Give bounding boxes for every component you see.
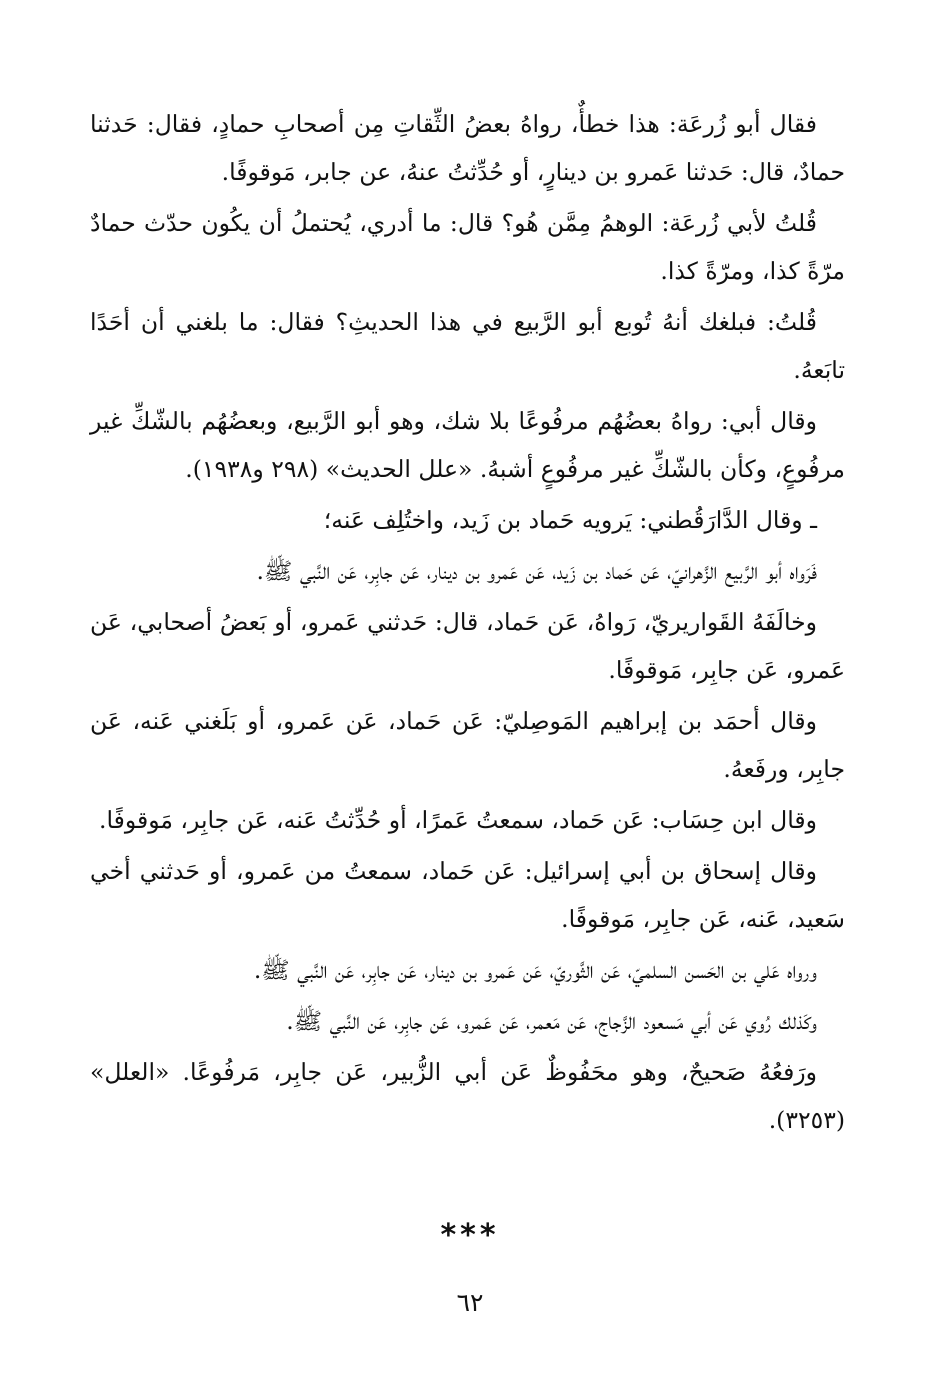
section-separator: *** [440,1218,500,1253]
paragraph: وقال ابن حِسَاب: عَن حَماد، سمعتُ عَمرًا، أو حُدِّثتُ عَنه، عَن جابِر، مَوقوفًا. [98,806,817,834]
paragraph: قُلتُ: فبلغك أنهُ تُوبع أبو الرَّبيع في هذا الحديثِ؟ فقال: ما بلغني أن أحَدًا تابَعهُ. [90,308,845,384]
paragraph: قُلتُ لأبي زُرعَة: الوهمُ مِمَّن هُو؟ قال: ما أدري، يُحتملُ أن يكُون حدّث حمادٌ مرّةً كذا، ومرّةً كذا. [90,209,845,285]
paragraph: ورَفعُهُ صَحيحٌ، وهو محَفُوظٌ عَن أبي الزُّبير، عَن جابِر، مَرفُوعًا. «العلل» (٣٢٥٣). [90,1058,845,1134]
paragraph: ـ وقال الدَّارَقُطني: يَرويه حَماد بن زَيد، واختُلِف عَنه؛ [323,506,817,534]
paragraph: وخالَفَهُ القَواريريّ، رَواهُ، عَن حَماد، قال: حَدثني عَمرو، أو بَعضُ أصحابي، عَن عَمرو، عَن جابِر، مَوقوفًا. [90,608,845,684]
paragraph: وقال أحمَد بن إبراهيم المَوصِليّ: عَن حَماد، عَن عَمرو، أو بَلَغني عَنه، عَن جابِر، ورفَعهُ. [90,707,845,783]
paragraph: ورواه عَلي بن الحَسن السلميّ، عَن الثَّوريّ، عَن عَمرو بن دينار، عَن جابِر، عَن النَّبي ﷺ. [253,956,817,984]
body-text [90,100,845,1144]
paragraph: وكَذلك رُوي عَن أبي مَسعود الزَّجاج، عَن مَعمر، عَن عَمرو، عَن جابِر، عَن النَّبي ﷺ. [286,1007,817,1035]
paragraph: وقال أبي: رواهُ بعضُهُم مرفُوعًا بلا شك، وهو أبو الرَّبيع، وبعضُهُم بالشّكِّ غير مرفُوعٍ، وكأن بالشّكِّ غير مرفُوعٍ أشبهُ. «علل الحديث» (٢٩٨ و١٩٣٨). [90,407,845,483]
page-number: ٦٢ [456,1288,484,1317]
paragraph: وقال إسحاق بن أبي إسرائيل: عَن حَماد، سمعتُ من عَمرو، أو حَدثني أخي سَعيد، عَنه، عَن جابِر، مَوقوفًا. [90,857,845,933]
paragraph: فَرَواه أبو الرَّبيع الزَّهرانيّ، عَن حَماد بن زَيد، عَن عَمرو بن دينار، عَن جابِر، عَن النَّبي ﷺ. [256,557,817,585]
paragraph: فقال أبو زُرعَة: هذا خطأٌ، رواهُ بعضُ الثِّقاتِ مِن أصحابِ حمادٍ، فقال: حَدثنا حمادٌ، قال: حَدثنا عَمرو بن دينارٍ، أو حُدِّثتُ عنهُ، عن جابر، مَوقوفًا. [90,110,845,186]
